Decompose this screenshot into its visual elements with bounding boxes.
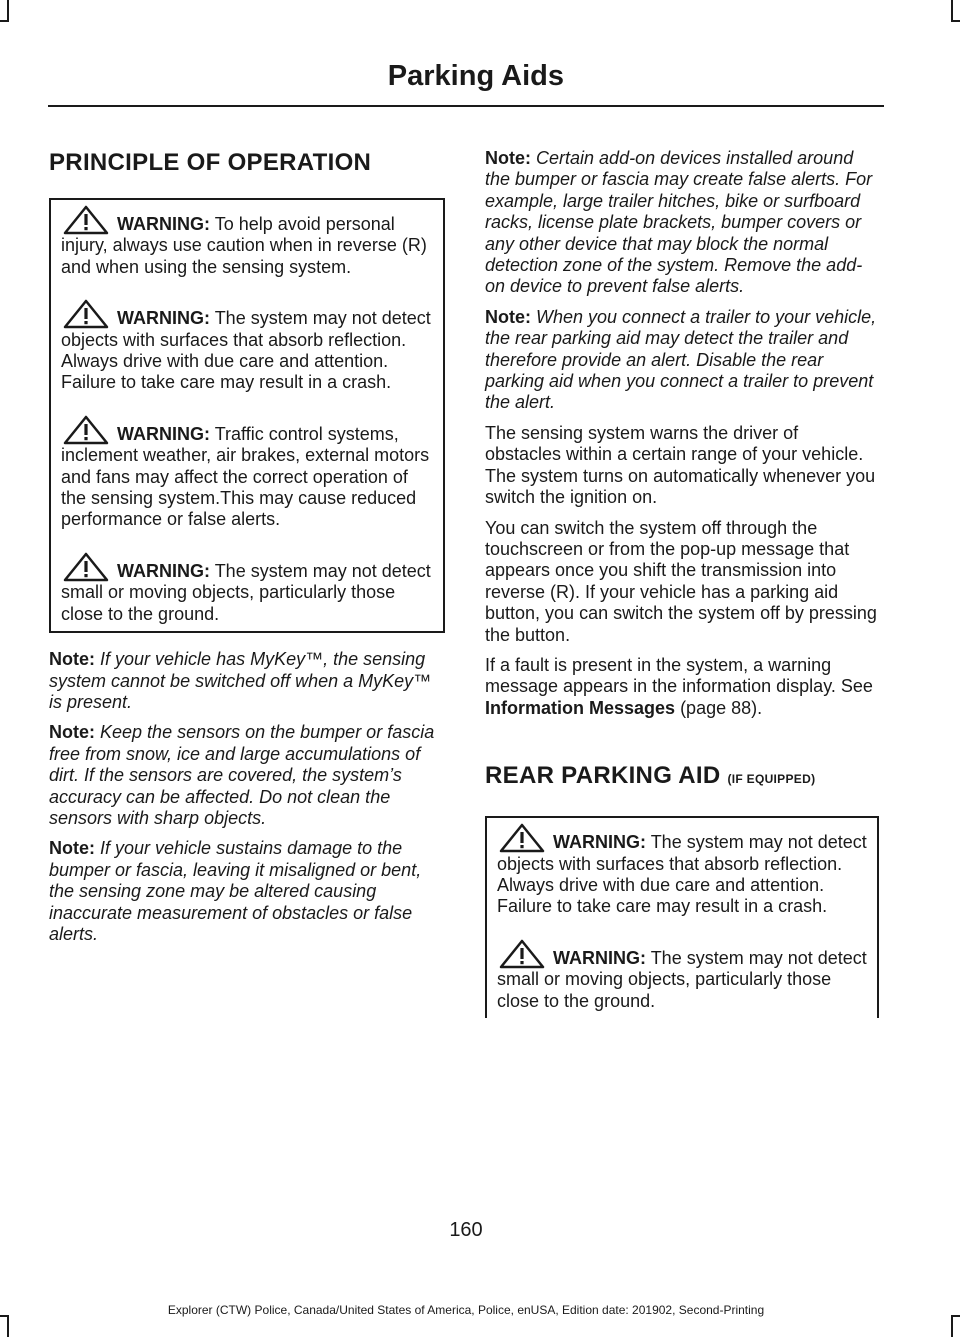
section-heading [485,761,879,794]
warning-text: The system may not detect objects with surfaces that absorb reflection. Always drive with due care and attention. Failure to take care may result in a crash. [61,308,431,393]
warning-label: WARNING: [553,947,646,968]
warning-text: Traffic control systems, inclement weather, air brakes, external motors and fans may affect the correct operation of the sensing system.This may cause reduced performance or false alerts. [61,423,430,530]
warning-triangle-icon [61,551,107,583]
note [49,649,445,713]
note [485,307,879,414]
warning-text: The system may not detect objects with surfaces that absorb reflection. Always drive with due care and attention. Failure to take care may result in a crash. [497,832,867,917]
left-column [49,148,445,945]
section-heading: PRINCIPLE OF OPERATION [49,149,372,176]
cross-reference-link[interactable]: Information Messages [485,697,676,718]
page-reference: (page 88). [680,697,763,718]
footer-text: Explorer (CTW) Police, Canada/United States of America, Police, enUSA, Edition date: 201902, Second-Printing [167,1303,765,1317]
note-label: Note: [485,306,531,327]
note-text: When you connect a trailer to your vehicle, the rear parking aid may detect the trailer and therefore provide an alert. Disable the rear parking aid when you connect a trailer to prevent the alert. [485,306,877,413]
warning-text: To help avoid personal injury, always use caution when in reverse (R) and when using the sensing system. [61,214,427,277]
warning-text: The system may not detect small or moving objects, particularly those close to the ground. [61,560,431,624]
warning-label: WARNING: [553,832,646,853]
body-paragraph: You can switch the system off through the touchscreen or from the pop-up message that appears once you shift the transmission into reverse (R). If your vehicle has a parking aid button, you can switch the system off by pressing the button. [485,517,877,645]
warning-label: WARNING: [117,560,210,581]
note-text: Keep the sensors on the bumper or fascia free from snow, ice and large accumulations of dirt. If the sensors are covered, the system’s accuracy can be affected. Do not clean the sensors with sharp objects. [49,722,435,828]
header-divider [48,105,884,107]
section-heading-suffix: (IF EQUIPPED) [727,772,816,787]
body-paragraph [485,655,879,719]
note-text: Certain add-on devices installed around the bumper or fascia may create false alerts. For example, large trailer hitches, bike or surfboard racks, license plate brackets, bumper covers or any other device that may block the normal detection zone of the system. Remove the add-on device to prevent false alerts. [485,148,873,297]
note-text: If your vehicle has MyKey™, the sensing system cannot be switched off when a MyKey™ is present. [49,649,432,712]
crop-mark [951,0,953,22]
warning-item [61,204,435,278]
note-text: If your vehicle sustains damage to the bumper or fascia, leaving it misaligned or bent, the sensing zone may be altered causing inaccurate measurement of obstacles or false alerts. [49,838,422,944]
warning-item [61,298,435,394]
warning-triangle-icon [61,298,107,330]
note-label: Note: [49,649,95,670]
warning-text: The system may not detect small or moving objects, particularly those close to the ground. [497,947,867,1011]
warning-label: WARNING: [117,214,210,234]
warning-item [497,938,869,1012]
crop-mark [951,1315,953,1337]
warning-label: WARNING: [117,423,210,444]
warning-item [61,414,435,531]
warning-triangle-icon [61,204,107,236]
warning-triangle-icon [61,414,107,446]
warning-label: WARNING: [117,308,210,329]
crop-mark [7,1315,9,1337]
note [485,148,879,298]
crop-mark [7,0,9,22]
crop-mark [951,1315,960,1317]
warning-box [49,198,445,633]
page-number: 160 [449,1219,483,1241]
note-label: Note: [49,838,95,859]
body-paragraph: The sensing system warns the driver of obstacles within a certain range of your vehicle. The system turns on automatically whenever you switch the ignition on. [485,422,876,508]
crop-mark [0,20,9,22]
warning-item [61,551,435,625]
warning-triangle-icon [497,822,543,854]
warning-item [497,822,869,918]
note [49,722,445,829]
warning-box [485,816,879,1018]
crop-mark [951,20,960,22]
note-label: Note: [485,148,531,168]
note [49,838,445,945]
warning-triangle-icon [497,938,543,970]
note-label: Note: [49,722,95,743]
right-column [485,148,879,1018]
page-title: Parking Aids [387,60,564,92]
section-heading-text: REAR PARKING AID [485,762,721,790]
fault-text: If a fault is present in the system, a warning message appears in the information display. See [485,654,873,697]
